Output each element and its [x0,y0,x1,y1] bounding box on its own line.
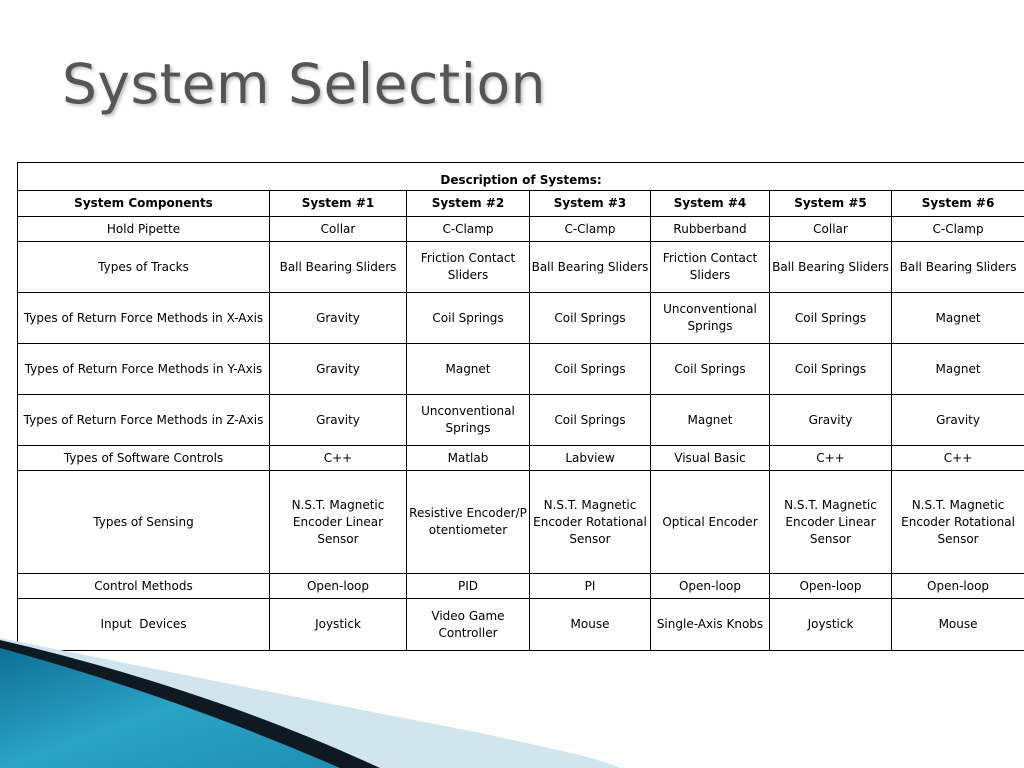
table-cell: Open-loop [892,574,1024,599]
table-cell: Resistive Encoder/Potentiometer [407,471,530,574]
table-cell: Rubberband [651,217,770,242]
table-caption: Description of Systems: [18,163,1024,191]
table-cell: Open-loop [770,574,892,599]
column-header-system-2: System #2 [407,191,530,217]
row-label: Types of Software Controls [18,446,270,471]
column-header-system-1: System #1 [270,191,407,217]
row-label: Hold Pipette [18,217,270,242]
table-cell: Optical Encoder [651,471,770,574]
table-cell: Magnet [892,344,1024,395]
row-label: Types of Sensing [18,471,270,574]
table-cell: Mouse [530,599,651,651]
row-label: Types of Return Force Methods in Z-Axis [18,395,270,446]
column-header-system-3: System #3 [530,191,651,217]
table-cell: Coil Springs [651,344,770,395]
column-header-components: System Components [18,191,270,217]
column-header-system-4: System #4 [651,191,770,217]
table-cell: Coil Springs [407,293,530,344]
table-cell: Magnet [892,293,1024,344]
table-cell: N.S.T. Magnetic Encoder Rotational Sensor [892,471,1024,574]
table-cell: C-Clamp [530,217,651,242]
table-cell: Mouse [892,599,1024,651]
row-label: Types of Tracks [18,242,270,293]
table-row [18,446,1024,471]
table-cell: C-Clamp [407,217,530,242]
table-cell: Joystick [770,599,892,651]
table-cell: Video Game Controller [407,599,530,651]
table-cell: Single-Axis Knobs [651,599,770,651]
table-cell: Coil Springs [530,395,651,446]
table-cell: Ball Bearing Sliders [770,242,892,293]
table-cell: Visual Basic [651,446,770,471]
table-cell: Ball Bearing Sliders [892,242,1024,293]
table-cell: Gravity [270,395,407,446]
table-cell: N.S.T. Magnetic Encoder Rotational Sensor [530,471,651,574]
table-header-row [18,191,1024,217]
table-caption-row [18,163,1024,191]
row-label: Types of Return Force Methods in Y-Axis [18,344,270,395]
table-cell: C-Clamp [892,217,1024,242]
table-cell: Coil Springs [530,344,651,395]
table-cell: Open-loop [651,574,770,599]
table-cell: Open-loop [270,574,407,599]
table-cell: Magnet [651,395,770,446]
table-cell: C++ [892,446,1024,471]
table-cell: Collar [270,217,407,242]
table-row [18,574,1024,599]
column-header-system-5: System #5 [770,191,892,217]
table-cell: Gravity [270,293,407,344]
table-row [18,395,1024,446]
table-cell: Coil Springs [530,293,651,344]
table-cell: Coil Springs [770,344,892,395]
table-cell: PI [530,574,651,599]
table-cell: N.S.T. Magnetic Encoder Linear Sensor [270,471,407,574]
decorative-wave [0,638,1024,768]
slide-title: System Selection [62,52,547,116]
table-cell: Unconventional Springs [651,293,770,344]
row-label: Control Methods [18,574,270,599]
table-cell: Ball Bearing Sliders [530,242,651,293]
table-cell: PID [407,574,530,599]
table-cell: Unconventional Springs [407,395,530,446]
systems-table [17,162,1024,651]
table-row [18,293,1024,344]
table-cell: N.S.T. Magnetic Encoder Linear Sensor [770,471,892,574]
table-cell: Friction Contact Sliders [407,242,530,293]
row-label: Types of Return Force Methods in X-Axis [18,293,270,344]
table-cell: C++ [770,446,892,471]
table-row [18,217,1024,242]
table-cell: Gravity [270,344,407,395]
table-cell: Matlab [407,446,530,471]
table-cell: Gravity [770,395,892,446]
table-cell: Ball Bearing Sliders [270,242,407,293]
table-row [18,471,1024,574]
table-cell: Magnet [407,344,530,395]
table-row [18,344,1024,395]
table-cell: Gravity [892,395,1024,446]
table-cell: C++ [270,446,407,471]
table-row [18,242,1024,293]
column-header-system-6: System #6 [892,191,1024,217]
table-cell: Joystick [270,599,407,651]
row-label: Input Devices [18,599,270,651]
table-cell: Labview [530,446,651,471]
table-cell: Collar [770,217,892,242]
table-cell: Coil Springs [770,293,892,344]
table-cell: Friction Contact Sliders [651,242,770,293]
